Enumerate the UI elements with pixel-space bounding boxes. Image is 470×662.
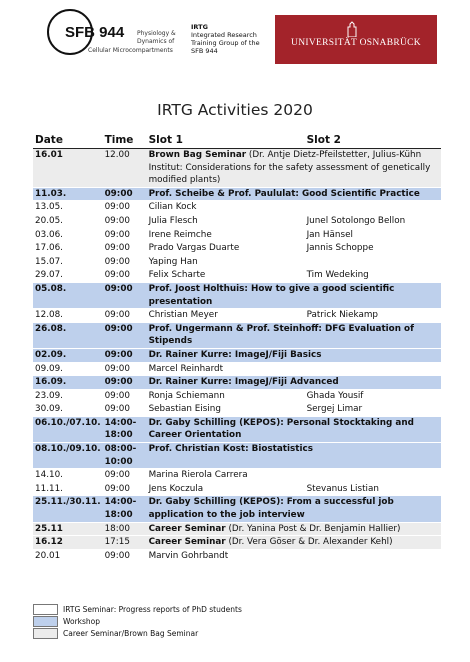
cell-time: 09:00 [103, 201, 147, 215]
table-row [33, 348, 441, 362]
irtg-description [191, 23, 260, 55]
cell-slot1: Felix Scharte [147, 269, 305, 283]
cell-date: 29.07. [33, 269, 103, 283]
event-title: Prof. Christian Kost: Biostatistics [148, 444, 313, 455]
event-title: Career Seminar [148, 537, 226, 548]
cell-slot2: Tim Wedeking [305, 269, 441, 283]
cell-date: 16.12 [33, 536, 103, 550]
cell-slot2: Jan Hänsel [305, 228, 441, 242]
cell-time: 09:00 [103, 376, 147, 390]
table-row [33, 549, 441, 563]
event-title: Career Seminar [148, 523, 226, 534]
header-slot1: Slot 1 [147, 133, 305, 149]
cell-event [147, 376, 441, 390]
header-date: Date [33, 133, 103, 149]
cell-date: 15.07. [33, 255, 103, 269]
irtg-line-1: IRTG [191, 23, 208, 31]
header-time: Time [103, 133, 147, 149]
sfb-line-3: Cellular Microcompartments [88, 47, 173, 54]
table-row [33, 443, 441, 469]
table-row [33, 282, 441, 308]
cell-event [147, 443, 441, 469]
table-row [33, 482, 441, 496]
cell-time: 09:00 [103, 269, 147, 283]
cell-slot1: Ronja Schiemann [147, 389, 305, 403]
irtg-line-3: Training Group of the [191, 39, 260, 47]
cell-slot1: Sebastian Eising [147, 403, 305, 417]
cell-date: 20.01 [33, 549, 103, 563]
event-title: Prof. Joost Holthuis: How to give a good scientific presentation [148, 283, 395, 307]
table-row [33, 416, 441, 442]
cell-date: 09.09. [33, 362, 103, 376]
cell-slot1: Cilian Kock [147, 201, 305, 215]
cell-date: 20.05. [33, 214, 103, 228]
cell-date: 06.10./07.10. [33, 416, 103, 442]
table-row [33, 522, 441, 536]
cell-date: 03.06. [33, 228, 103, 242]
event-detail: (Dr. Vera Göser & Dr. Alexander Kehl) [225, 537, 393, 548]
legend-swatch [33, 604, 58, 615]
legend-swatch [33, 616, 58, 627]
cell-date: 16.01 [33, 149, 103, 188]
sfb-description [137, 30, 176, 45]
cell-date: 13.05. [33, 201, 103, 215]
schedule-table [33, 133, 441, 563]
cell-time: 12.00 [103, 149, 147, 188]
cell-slot1: Marina Rierola Carrera [147, 469, 305, 483]
table-row [33, 496, 441, 522]
cell-date: 30.09. [33, 403, 103, 417]
cell-time: 09:00 [103, 469, 147, 483]
cell-time: 09:00 [103, 322, 147, 348]
cell-event [147, 149, 441, 188]
legend-item-seminar [33, 603, 242, 615]
legend-label: IRTG Seminar: Progress reports of PhD students [63, 604, 242, 614]
event-detail: (Dr. Antje Dietz-Pfeilstetter, Julius-Kühn Institut: Considerations for the safety assessment of genetically modified plants) [148, 150, 431, 186]
cell-date: 25.11 [33, 522, 103, 536]
cell-date: 14.10. [33, 469, 103, 483]
cell-event [147, 282, 441, 308]
cell-slot2: Patrick Niekamp [305, 309, 441, 323]
event-title: Prof. Scheibe & Prof. Paululat: Good Scientific Practice [148, 188, 420, 199]
cell-slot1: Christian Meyer [147, 309, 305, 323]
cell-time: 09:00 [103, 309, 147, 323]
cell-slot2: Stevanus Listian [305, 482, 441, 496]
cell-date: 16.09. [33, 376, 103, 390]
table-row [33, 362, 441, 376]
table-row [33, 228, 441, 242]
table-row [33, 255, 441, 269]
table-row [33, 309, 441, 323]
svg-text:SFB 944: SFB 944 [65, 24, 125, 41]
cell-slot1: Marvin Gohrbandt [147, 549, 305, 563]
cell-date: 11.11. [33, 482, 103, 496]
cell-event [147, 348, 441, 362]
cell-time: 09:00 [103, 348, 147, 362]
event-title: Prof. Ungermann & Prof. Steinhoff: DFG Evaluation of Stipends [148, 323, 414, 347]
legend-item-career [33, 627, 242, 639]
page-title: IRTG Activities 2020 [157, 101, 313, 119]
irtg-line-2: Integrated Research [191, 31, 257, 39]
cell-time: 09:00 [103, 242, 147, 256]
cell-event [147, 496, 441, 522]
cell-event [147, 187, 441, 201]
table-row [33, 389, 441, 403]
table-row [33, 536, 441, 550]
cell-date: 12.08. [33, 309, 103, 323]
cell-slot1: Julia Flesch [147, 214, 305, 228]
cell-date: 25.11./30.11. [33, 496, 103, 522]
cell-date: 05.08. [33, 282, 103, 308]
table-row [33, 149, 441, 188]
table-row [33, 269, 441, 283]
university-osnabrueck-logo [275, 15, 437, 64]
cell-event [147, 322, 441, 348]
event-title: Dr. Gaby Schilling (KEPOS): Personal Stocktaking and Career Orientation [148, 417, 414, 441]
event-title: Dr. Gaby Schilling (KEPOS): From a successful job application to the job interview [148, 497, 394, 521]
cell-time: 09:00 [103, 255, 147, 269]
event-detail: (Dr. Yanina Post & Dr. Benjamin Hallier) [225, 523, 401, 534]
cell-time: 09:00 [103, 228, 147, 242]
cell-slot2: Sergej Limar [305, 403, 441, 417]
legend [33, 603, 242, 639]
cell-time: 14:00-18:00 [103, 416, 147, 442]
cell-slot1: Irene Reimche [147, 228, 305, 242]
header [0, 0, 470, 80]
cell-slot2 [305, 469, 441, 483]
cell-date: 23.09. [33, 389, 103, 403]
cell-event [147, 416, 441, 442]
table-row [33, 214, 441, 228]
cell-time: 08:00-10:00 [103, 443, 147, 469]
cell-time: 09:00 [103, 549, 147, 563]
cell-slot1: Prado Vargas Duarte [147, 242, 305, 256]
legend-swatch [33, 628, 58, 639]
event-title: Brown Bag Seminar [148, 150, 247, 160]
cell-date: 08.10./09.10. [33, 443, 103, 469]
cell-date: 11.03. [33, 187, 103, 201]
event-title: Dr. Rainer Kurre: ImageJ/Fiji Basics [148, 349, 322, 360]
cell-time: 18:00 [103, 522, 147, 536]
cell-time: 09:00 [103, 403, 147, 417]
irtg-line-4: SFB 944 [191, 47, 218, 55]
cell-time: 09:00 [103, 282, 147, 308]
table-row [33, 201, 441, 215]
cell-slot2 [305, 255, 441, 269]
cell-event [147, 522, 441, 536]
cell-slot2 [305, 362, 441, 376]
cell-slot1: Jens Koczula [147, 482, 305, 496]
table-header-row [33, 133, 441, 149]
cell-time: 09:00 [103, 214, 147, 228]
cell-time: 09:00 [103, 362, 147, 376]
table-row [33, 187, 441, 201]
header-slot2: Slot 2 [305, 133, 441, 149]
cell-slot2 [305, 549, 441, 563]
table-row [33, 322, 441, 348]
cell-slot2 [305, 201, 441, 215]
cell-slot2: Jannis Schoppe [305, 242, 441, 256]
cell-time: 14:00-18:00 [103, 496, 147, 522]
table-row [33, 403, 441, 417]
schedule-body [33, 149, 441, 563]
cell-slot2: Ghada Yousif [305, 389, 441, 403]
cell-slot1: Yaping Han [147, 255, 305, 269]
table-row [33, 469, 441, 483]
cell-date: 02.09. [33, 348, 103, 362]
legend-item-workshop [33, 615, 242, 627]
cell-event [147, 536, 441, 550]
university-name: UNIVERSITÄT OSNABRÜCK [291, 37, 421, 48]
legend-label: Workshop [63, 616, 101, 626]
cell-time: 09:00 [103, 389, 147, 403]
event-title: Dr. Rainer Kurre: ImageJ/Fiji Advanced [148, 377, 339, 388]
cell-date: 17.06. [33, 242, 103, 256]
cell-slot1: Marcel Reinhardt [147, 362, 305, 376]
cell-time: 09:00 [103, 482, 147, 496]
legend-label: Career Seminar/Brown Bag Seminar [63, 628, 199, 638]
crest-icon [347, 21, 357, 37]
table-row [33, 242, 441, 256]
cell-date: 26.08. [33, 322, 103, 348]
table-row [33, 376, 441, 390]
sfb-line-2: Dynamics of [137, 37, 175, 45]
sfb-line-1: Physiology & [137, 30, 176, 37]
cell-time: 17:15 [103, 536, 147, 550]
cell-slot2: Junel Sotolongo Bellon [305, 214, 441, 228]
cell-time: 09:00 [103, 187, 147, 201]
